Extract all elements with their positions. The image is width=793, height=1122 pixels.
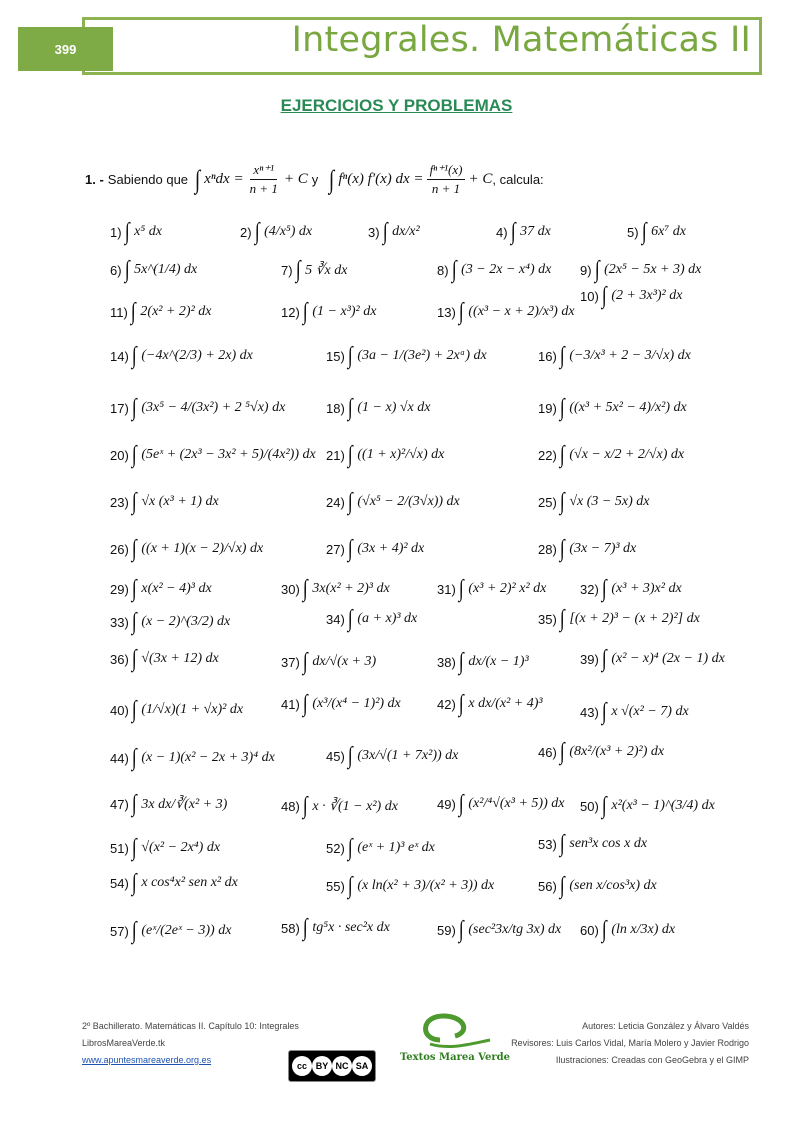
integral-sign: ∫ (302, 915, 308, 941)
exercise-expression: (eˣ/(2eˣ − 3)) dx (141, 923, 232, 938)
exercise-expression: ((1 + x)²/√x) dx (357, 447, 445, 462)
exercise-expression: (x − 1)(x² − 2x + 3)⁴ dx (141, 750, 275, 765)
nc-icon: NC (332, 1056, 352, 1076)
integral-sign: ∫ (131, 609, 137, 635)
integral-sign: ∫ (559, 343, 565, 369)
exercise-item (538, 607, 700, 631)
exercise-item (580, 258, 701, 282)
exercise-expression: (ln x/3x) dx (611, 922, 676, 937)
exercise-item (326, 344, 487, 368)
integral-sign: ∫ (559, 489, 565, 515)
exercise-item (110, 258, 197, 282)
exercise-number: 20) (110, 447, 129, 463)
integral-sign: ∫ (458, 917, 464, 943)
exercise-item (281, 300, 376, 324)
integral-sign: ∫ (458, 649, 464, 675)
exercise-expression: 5 ∛x dx (305, 262, 348, 278)
integral-sign: ∫ (458, 576, 464, 602)
exercise-number: 45) (326, 748, 345, 764)
cc-license-badge (288, 1050, 376, 1082)
exercise-number: 21) (326, 447, 345, 463)
exercise-item (580, 647, 725, 671)
integral-sign: ∫ (131, 536, 137, 562)
exercise-expression: tg⁵x · sec²x dx (312, 920, 390, 935)
footer-course: 2º Bachillerato. Matemáticas II. Capítulo 10: Integrales (82, 1021, 299, 1031)
exercise-item (326, 874, 494, 898)
exercise-number: 10) (580, 288, 599, 304)
exercise-expression: x(x² − 4)³ dx (141, 581, 212, 596)
problem-1-statement (85, 162, 765, 197)
exercise-item (110, 300, 212, 324)
exercise-number: 17) (110, 400, 129, 416)
integral-sign: ∫ (601, 576, 607, 602)
integral-sign: ∫ (124, 257, 130, 283)
exercise-number: 13) (437, 304, 456, 320)
exercise-number: 47) (110, 796, 129, 812)
integral-sign: ∫ (601, 283, 607, 309)
exercise-expression: 5x^(1/4) dx (134, 262, 198, 277)
exercise-expression: (3a − 1/(3e²) + 2xᵃ) dx (357, 348, 487, 363)
footer-link[interactable]: www.apuntesmareaverde.org.es (82, 1055, 212, 1065)
integral-sign: ∫ (347, 835, 353, 861)
problem-number: 1. - (85, 172, 104, 187)
exercise-number: 11) (110, 304, 128, 320)
exercise-expression: (3 − 2x − x⁴) dx (461, 262, 552, 277)
integral-sign: ∫ (458, 299, 464, 325)
exercise-number: 15) (326, 348, 345, 364)
integral-sign: ∫ (131, 697, 137, 723)
exercise-item (110, 647, 219, 671)
integral-sign: ∫ (347, 343, 353, 369)
footer-authors: Autores: Leticia González y Álvaro Valdés (582, 1021, 749, 1031)
exercise-number: 22) (538, 447, 557, 463)
footer-right (511, 1018, 749, 1069)
exercise-number: 7) (281, 262, 293, 278)
integral-sign: ∫ (559, 536, 565, 562)
integral-sign: ∫ (131, 576, 137, 602)
integral-sign: ∫ (131, 395, 137, 421)
exercise-expression: 3x(x² + 2)³ dx (312, 581, 390, 596)
connector-text: y (311, 172, 319, 187)
exercise-expression: (2x⁵ − 5x + 3) dx (604, 262, 702, 277)
exercise-number: 19) (538, 400, 557, 416)
exercise-item (538, 396, 687, 420)
integral-sign: ∫ (382, 219, 388, 245)
marea-verde-logo (400, 1010, 510, 1066)
exercise-item (538, 490, 649, 514)
integral-sign: ∫ (131, 489, 137, 515)
exercise-number: 24) (326, 494, 345, 510)
exercise-expression: x⁵ dx (134, 224, 162, 239)
exercise-expression: (sec²3x/tg 3x) dx (468, 922, 562, 937)
exercise-number: 26) (110, 541, 129, 557)
exercise-expression: 37 dx (520, 224, 551, 239)
exercise-number: 44) (110, 750, 129, 766)
exercise-item (326, 607, 417, 631)
exercise-number: 4) (496, 224, 508, 240)
exercise-expression: x · ∛(1 − x²) dx (312, 798, 398, 814)
integral-sign: ∫ (559, 739, 565, 765)
integral-sign: ∫ (131, 745, 137, 771)
integral-sign: ∫ (347, 743, 353, 769)
exercise-number: 54) (110, 875, 129, 891)
integral-sign: ∫ (458, 691, 464, 717)
exercise-item (538, 740, 664, 764)
integral-sign: ∫ (124, 219, 130, 245)
integral-sign: ∫ (347, 873, 353, 899)
exercise-number: 35) (538, 611, 557, 627)
exercise-item (110, 537, 263, 561)
integral-sign: ∫ (601, 646, 607, 672)
chain-rule-formula: ∫ fⁿ(x) f′(x) dx = $\frac{\text{fⁿ⁺¹(x)}}{n + 1}$ + C (329, 162, 493, 196)
exercise-expression: x √(x² − 7) dx (611, 704, 689, 719)
exercise-item (110, 577, 212, 601)
integral-sign: ∫ (601, 699, 607, 725)
exercise-expression: (−3/x³ + 2 − 3/√x) dx (569, 348, 691, 363)
exercise-expression: (x²/⁴√(x³ + 5)) dx (468, 796, 565, 811)
exercise-expression: (−4x^(2/3) + 2x) dx (141, 348, 253, 363)
exercise-number: 14) (110, 348, 129, 364)
exercise-item (437, 650, 529, 674)
exercise-number: 1) (110, 224, 122, 240)
exercise-item (110, 746, 275, 770)
exercise-item (281, 577, 390, 601)
footer-site: LibrosMareaVerde.tk (82, 1038, 166, 1048)
exercise-expression: (3x + 4)² dx (357, 541, 425, 556)
integral-sign: ∫ (458, 791, 464, 817)
problem-text: Sabiendo que (107, 172, 189, 187)
exercise-item (627, 220, 686, 244)
exercise-expression: (3x − 7)³ dx (569, 541, 637, 556)
exercise-number: 55) (326, 878, 345, 894)
exercise-item (538, 874, 657, 898)
exercise-expression: sen³x cos x dx (569, 836, 648, 851)
power-rule-fraction: $\frac{\text{xⁿ⁺¹}}{n + 1}$ (249, 162, 278, 196)
exercise-expression: (4/x⁵) dx (264, 224, 313, 239)
exercise-number: 5) (627, 224, 639, 240)
exercise-item (326, 836, 435, 860)
exercise-number: 49) (437, 796, 456, 812)
exercise-number: 2) (240, 224, 252, 240)
integral-sign: ∫ (302, 691, 308, 717)
exercise-number: 52) (326, 840, 345, 856)
sa-icon: SA (352, 1056, 372, 1076)
exercise-number: 33) (110, 614, 129, 630)
exercise-expression: (x³ + 2)² x² dx (468, 581, 547, 596)
exercise-number: 36) (110, 651, 129, 667)
integral-sign: ∫ (594, 257, 600, 283)
exercise-expression: x cos⁴x² sen x² dx (141, 875, 238, 890)
integral-sign: ∫ (451, 257, 457, 283)
exercise-expression: (eˣ + 1)³ eˣ dx (357, 840, 435, 855)
exercise-expression: √(3x + 12) dx (141, 651, 219, 666)
exercise-expression: (x ln(x² + 3)/(x² + 3)) dx (357, 878, 495, 893)
exercise-expression: (a + x)³ dx (357, 611, 418, 626)
integral-sign: ∫ (131, 835, 137, 861)
exercise-expression: x²(x³ − 1)^(3/4) dx (611, 798, 715, 813)
integral-sign: ∫ (254, 219, 260, 245)
integral-sign: ∫ (347, 442, 353, 468)
integral-sign: ∫ (131, 442, 137, 468)
exercise-number: 25) (538, 494, 557, 510)
exercise-item (437, 577, 546, 601)
exercise-expression: (3x/√(1 + 7x²)) dx (357, 748, 459, 763)
exercise-item (281, 692, 401, 716)
integral-sign: ∫ (559, 606, 565, 632)
integral-sign: ∫ (347, 489, 353, 515)
exercise-expression: (5eˣ + (2x³ − 3x² + 5)/(4x²)) dx (141, 447, 316, 462)
exercise-expression: x dx/(x² + 4)³ (468, 696, 543, 711)
exercise-expression: [(x + 2)³ − (x + 2)²] dx (569, 611, 700, 626)
integral-sign: ∫ (559, 395, 565, 421)
exercise-expression: 2(x² + 2)² dx (140, 304, 212, 319)
integral-sign: ∫ (559, 831, 565, 857)
power-rule-formula: ∫ xⁿdx = $\frac{\text{xⁿ⁺¹}}{n + 1}$ + C (194, 162, 308, 196)
problem-tail: , calcula: (492, 172, 544, 187)
by-icon: BY (312, 1056, 332, 1076)
exercise-expression: (x³/(x⁴ − 1)²) dx (312, 696, 401, 711)
exercise-item (437, 258, 551, 282)
exercise-number: 60) (580, 922, 599, 938)
integral-sign: ∫ (131, 343, 137, 369)
exercise-item (538, 344, 691, 368)
integral-sign: ∫ (295, 257, 301, 283)
exercise-item (580, 284, 682, 308)
exercise-expression: ((x³ − x + 2)/x³) dx (468, 304, 575, 319)
exercise-item (281, 650, 376, 674)
exercise-item (368, 220, 420, 244)
exercise-number: 41) (281, 696, 300, 712)
exercise-item (326, 443, 444, 467)
exercise-number: 31) (437, 581, 456, 597)
exercise-number: 40) (110, 702, 129, 718)
exercise-number: 56) (538, 878, 557, 894)
integral-sign: ∫ (302, 793, 308, 819)
exercise-number: 46) (538, 744, 557, 760)
exercise-item (580, 700, 689, 724)
exercise-number: 12) (281, 304, 300, 320)
exercise-item (110, 698, 243, 722)
exercise-expression: (x³ + 3)x² dx (611, 581, 682, 596)
integral-sign: ∫ (131, 918, 137, 944)
integral-sign: ∫ (347, 536, 353, 562)
exercise-item (326, 744, 458, 768)
integral-sign: ∫ (302, 299, 308, 325)
exercise-item (538, 443, 684, 467)
integral-sign: ∫ (347, 395, 353, 421)
exercise-item (326, 537, 424, 561)
integral-sign: ∫ (559, 442, 565, 468)
exercise-number: 37) (281, 654, 300, 670)
exercise-item (281, 916, 390, 940)
exercise-expression: (√x⁵ − 2/(3√x)) dx (357, 494, 460, 509)
exercise-number: 23) (110, 494, 129, 510)
exercise-item (110, 871, 238, 895)
exercise-number: 57) (110, 923, 129, 939)
exercise-number: 38) (437, 654, 456, 670)
integral-sign: ∫ (131, 870, 137, 896)
exercise-item (538, 832, 647, 856)
exercise-number: 51) (110, 840, 129, 856)
exercise-expression: dx/(x − 1)³ (468, 654, 529, 669)
exercise-item (110, 344, 253, 368)
exercise-expression: (1/√x)(1 + √x)² dx (141, 702, 244, 717)
exercise-expression: √(x² − 2x⁴) dx (141, 840, 221, 855)
integral-sign: ∫ (601, 917, 607, 943)
integral-sign: ∫ (641, 219, 647, 245)
exercise-expression: ((x³ + 5x² − 4)/x²) dx (569, 400, 687, 415)
exercise-expression: (1 − x³)² dx (312, 304, 377, 319)
exercise-expression: (8x²/(x³ + 2)²) dx (569, 744, 665, 759)
exercise-item (281, 258, 348, 282)
exercise-number: 34) (326, 611, 345, 627)
exercise-expression: 6x⁷ dx (651, 224, 686, 239)
exercise-expression: (x² − x)⁴ (2x − 1) dx (611, 651, 725, 666)
page-number: 399 (54, 41, 77, 57)
integral-sign: ∫ (302, 576, 308, 602)
exercise-number: 59) (437, 922, 456, 938)
exercise-number: 16) (538, 348, 557, 364)
exercise-expression: dx/x² (392, 224, 420, 239)
exercise-item (580, 577, 682, 601)
exercise-item (580, 794, 715, 818)
integral-sign: ∫ (510, 219, 516, 245)
exercise-number: 9) (580, 262, 592, 278)
exercise-expression: (sen x/cos³x) dx (569, 878, 657, 893)
exercise-item (496, 220, 551, 244)
exercise-expression: (√x − x/2 + 2/√x) dx (569, 447, 685, 462)
exercise-item (326, 490, 460, 514)
exercise-expression: ((x + 1)(x − 2)/√x) dx (141, 541, 264, 556)
exercise-item (437, 692, 543, 716)
cc-icon: cc (292, 1056, 312, 1076)
exercise-number: 48) (281, 798, 300, 814)
integral-sign: ∫ (131, 646, 137, 672)
exercise-item (110, 220, 162, 244)
integral-sign: ∫ (302, 649, 308, 675)
exercise-number: 6) (110, 262, 122, 278)
exercise-expression: (1 − x) √x dx (357, 400, 431, 415)
exercise-number: 29) (110, 581, 129, 597)
exercise-expression: √x (x³ + 1) dx (141, 494, 219, 509)
exercise-number: 8) (437, 262, 449, 278)
exercise-number: 3) (368, 224, 380, 240)
exercise-expression: (2 + 3x³)² dx (611, 288, 683, 303)
exercise-number: 18) (326, 400, 345, 416)
footer-left (82, 1018, 299, 1069)
exercise-number: 39) (580, 651, 599, 667)
exercise-item (240, 220, 312, 244)
exercise-item (110, 919, 231, 943)
exercise-number: 27) (326, 541, 345, 557)
document-title: Integrales. Matemáticas II (291, 20, 751, 60)
exercise-item (437, 792, 564, 816)
exercise-item (538, 537, 636, 561)
exercise-expression: 3x dx/∛(x² + 3) (141, 796, 228, 812)
exercise-item (580, 918, 675, 942)
exercise-item (326, 396, 430, 420)
exercise-expression: (3x⁵ − 4/(3x²) + 2 ⁵√x) dx (141, 400, 286, 415)
exercise-item (110, 836, 220, 860)
exercise-number: 28) (538, 541, 557, 557)
exercise-item (281, 794, 398, 818)
exercise-expression: √x (3 − 5x) dx (569, 494, 650, 509)
exercise-number: 50) (580, 798, 599, 814)
integral-sign: ∫ (130, 299, 136, 325)
integral-sign: ∫ (559, 873, 565, 899)
exercise-item (110, 792, 227, 816)
exercise-expression: dx/√(x + 3) (312, 654, 377, 669)
footer-illustrations: Ilustraciones: Creadas con GeoGebra y el GIMP (555, 1055, 749, 1065)
integral-sign: ∫ (601, 793, 607, 819)
exercise-number: 30) (281, 581, 300, 597)
exercise-number: 32) (580, 581, 599, 597)
exercise-item (437, 300, 575, 324)
logo-text: Textos Marea Verde (400, 1052, 510, 1063)
exercise-expression: (x − 2)^(3/2) dx (141, 614, 231, 629)
exercise-item (110, 490, 219, 514)
exercise-item (110, 610, 230, 634)
exercise-number: 42) (437, 696, 456, 712)
exercise-number: 43) (580, 704, 599, 720)
footer-reviewers: Revisores: Luis Carlos Vidal, María Molero y Javier Rodrigo (511, 1038, 749, 1048)
exercise-item (110, 396, 285, 420)
integral-sign: ∫ (347, 606, 353, 632)
chain-rule-fraction: $\frac{\text{fⁿ⁺¹(x)}}{n + 1}$ (427, 162, 466, 197)
integral-sign: ∫ (131, 791, 137, 817)
exercise-item (110, 443, 316, 467)
exercise-number: 58) (281, 920, 300, 936)
section-title: EJERCICIOS Y PROBLEMAS (280, 96, 513, 115)
exercise-item (437, 918, 561, 942)
page-number-badge (18, 27, 113, 71)
exercise-number: 53) (538, 836, 557, 852)
